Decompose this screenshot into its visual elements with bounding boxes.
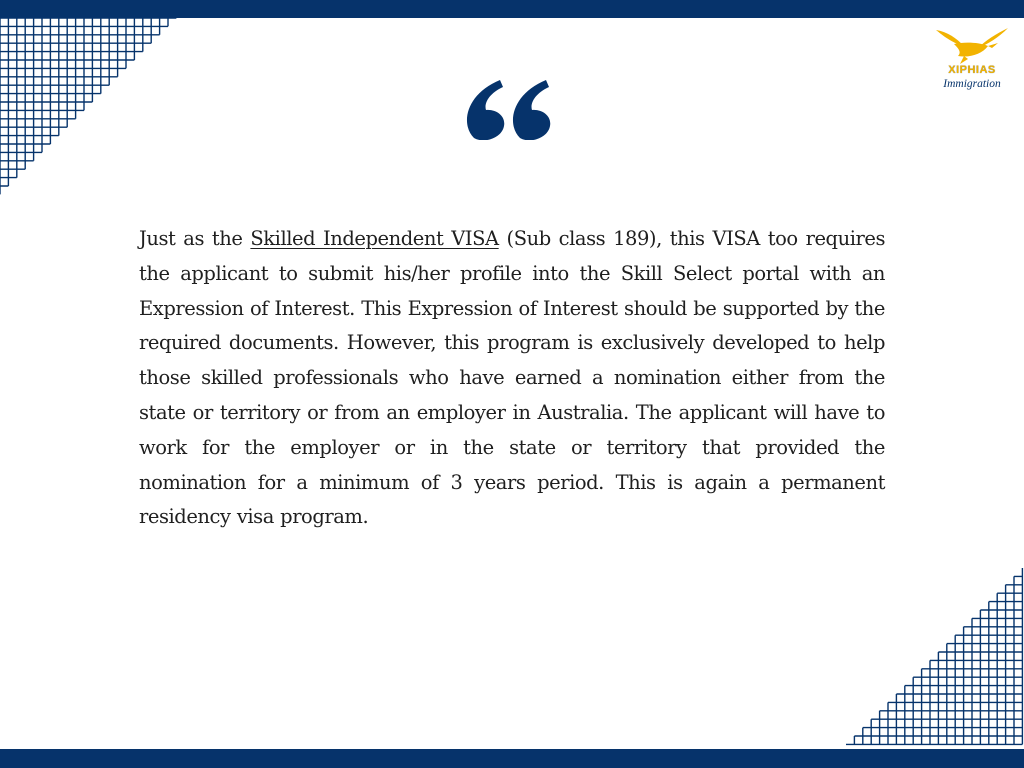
top-bar bbox=[0, 0, 1024, 18]
grid-lines bbox=[846, 568, 1022, 744]
body-paragraph bbox=[139, 222, 885, 535]
paragraph-rest: (Sub class 189), this VISA too requires the applicant to submit his/her profile into the Skill Select portal with an Expression of Interest. This Expression of Interest should be supported by the required documents. However, this program is exclusively developed to help those skilled professionals who have earned a nomination either from the state or territory or from an employer in Australia. The applicant will have to work for the employer or in the state or territory that provided the nomination for a minimum of 3 years period. This is again a permanent residency visa program. bbox=[139, 227, 886, 529]
company-logo[interactable] bbox=[930, 26, 1014, 98]
skilled-independent-visa-link[interactable]: Skilled Independent VISA bbox=[250, 227, 499, 250]
quote-mark-icon bbox=[466, 76, 558, 140]
bottom-bar bbox=[0, 749, 1024, 768]
logo-subtitle: Immigration bbox=[943, 78, 1001, 90]
grid-lines bbox=[0, 18, 176, 194]
swordfish-bird-icon bbox=[934, 26, 1010, 66]
grid-decoration-bottom-right bbox=[846, 568, 1024, 749]
paragraph-lead: Just as the bbox=[139, 227, 251, 250]
logo-brand-text: XIPHIAS bbox=[948, 64, 996, 76]
grid-decoration-top-left bbox=[0, 18, 180, 198]
